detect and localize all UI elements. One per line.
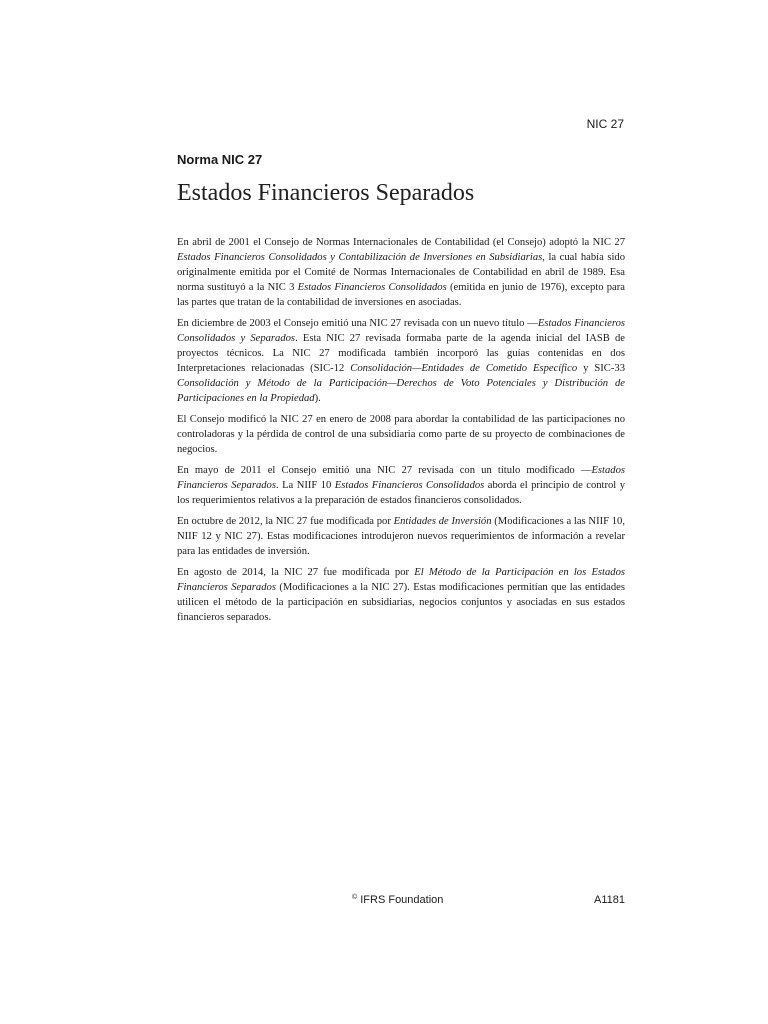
text-run: El Consejo modificó la NIC 27 en enero de 2008 para abordar la contabilidad de las participaciones no controladoras y la pérdida de control de una subsidiaria como parte de su proyecto de combinaciones de negocios. xyxy=(177,414,625,455)
italic-title-run: Estados Financieros Separados xyxy=(177,465,625,491)
italic-title-run: Estados Financieros Consolidados y Separados xyxy=(177,318,625,344)
italic-title-run: Consolidación y Método de la Participación—Derechos de Voto Potenciales y Distribución de Participaciones en la Propiedad xyxy=(177,378,625,404)
text-run: , la cual había sido originalmente emitida por el Comité de Normas Internacionales de Contabilidad en abril de 1989. Esa norma sustituyó a la NIC 3 xyxy=(177,252,625,293)
copyright-symbol: © xyxy=(352,894,358,901)
page-number: A1181 xyxy=(594,894,625,906)
text-run: aborda el principio de control y los requerimientos relativos a la preparación de estados financieros consolidados. xyxy=(177,480,625,506)
text-run: En abril de 2001 el Consejo de Normas Internacionales de Contabilidad (el Consejo) adoptó la NIC 27 xyxy=(177,237,625,248)
standard-label: Norma NIC 27 xyxy=(177,152,263,167)
paragraph xyxy=(177,412,625,457)
text-run: ). xyxy=(314,393,321,404)
text-run: . La NIIF 10 xyxy=(275,480,335,491)
italic-title-run: Estados Financieros Consolidados xyxy=(297,282,447,293)
header-standard-code: NIC 27 xyxy=(586,117,624,131)
text-run: En diciembre de 2003 el Consejo emitió una NIC 27 revisada con un nuevo título — xyxy=(177,318,538,329)
text-run: (emitida en junio de 1976), excepto para las partes que tratan de la contabilidad de inversiones en asociadas. xyxy=(177,282,625,308)
footer-copyright xyxy=(352,894,443,906)
page-title: Estados Financieros Separados xyxy=(177,180,475,206)
italic-title-run: Estados Financieros Consolidados xyxy=(334,480,485,491)
introduction-body xyxy=(177,235,625,631)
text-run: . Esta NIC 27 revisada formaba parte de la agenda inicial del IASB de proyectos técnicos. La NIC 27 modificada también incorporó las guías contenidas en dos Interpretaciones relacionadas (SIC-12 xyxy=(177,333,625,374)
text-run: (Modificaciones a la NIC 27). Estas modificaciones permitían que las entidades utilicen el método de la participación en subsidiarias, negocios conjuntos y asociadas en sus estados financieros separados. xyxy=(177,582,625,623)
text-run: En agosto de 2014, la NIC 27 fue modificada por xyxy=(177,567,415,578)
paragraph xyxy=(177,316,625,406)
italic-title-run: Consolidación—Entidades de Cometido Específico xyxy=(350,363,578,374)
text-run: (Modificaciones a las NIIF 10, NIIF 12 y NIC 27). Estas modificaciones introdujeron nuevos requerimientos de información a revelar para las entidades de inversión. xyxy=(177,516,626,557)
paragraph xyxy=(177,514,625,559)
text-run: y SIC-33 xyxy=(577,363,625,374)
paragraph xyxy=(177,565,625,625)
italic-title-run: Estados Financieros Consolidados y Contabilización de Inversiones en Subsidiarias xyxy=(177,252,543,263)
paragraph xyxy=(177,235,625,310)
text-run: En mayo de 2011 el Consejo emitió una NIC 27 revisada con un título modificado — xyxy=(177,465,592,476)
text-run: En octubre de 2012, la NIC 27 fue modificada por xyxy=(177,516,394,527)
italic-title-run: Entidades de Inversión xyxy=(393,516,492,527)
foundation-name: IFRS Foundation xyxy=(360,894,444,906)
paragraph xyxy=(177,463,625,508)
italic-title-run: El Método de la Participación en los Estados Financieros Separados xyxy=(177,567,625,593)
